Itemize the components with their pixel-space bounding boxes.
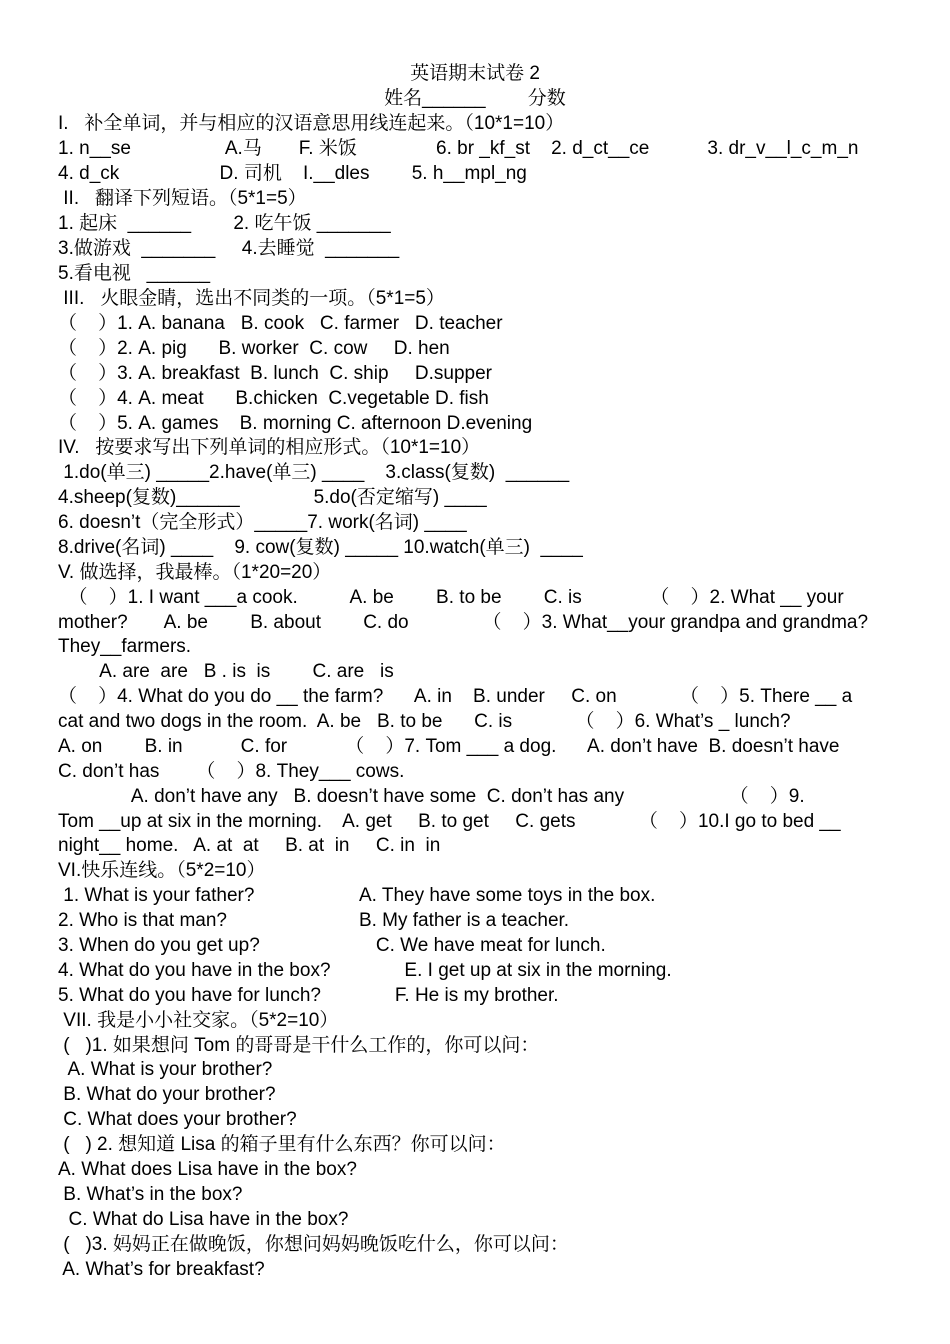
section-3-heading: III. 火眼金睛，选出不同类的一项。（5*1=5） bbox=[58, 288, 445, 309]
section-5-line: cat and two dogs in the room. A. be B. to be C. is （ ）6. What’s _ lunch? bbox=[58, 711, 791, 732]
section-5-line: A. on B. in C. for （ ）7. Tom ___ a dog. A. don’t have B. doesn’t have bbox=[58, 736, 840, 757]
section-5-line: night__ home. A. at at B. at in C. in in bbox=[58, 835, 441, 856]
section-6-line: 5. What do you have for lunch? F. He is my brother. bbox=[58, 985, 559, 1006]
section-6-line: 3. When do you get up? C. We have meat for lunch. bbox=[58, 935, 606, 956]
section-2-heading: II. 翻译下列短语。（5*1=5） bbox=[58, 188, 307, 209]
section-7-line: B. What do your brother? bbox=[58, 1084, 276, 1105]
section-3-question: （ ）1. A. banana B. cook C. farmer D. teacher bbox=[58, 313, 503, 334]
section-6-heading: VI.快乐连线。（5*2=10） bbox=[58, 860, 266, 881]
section-7-line: C. What do Lisa have in the box? bbox=[58, 1209, 349, 1230]
section-7-heading: VII. 我是小小社交家。（5*2=10） bbox=[58, 1010, 339, 1031]
section-3-question: （ ）3. A. breakfast B. lunch C. ship D.supper bbox=[58, 363, 493, 384]
section-7-line: B. What’s in the box? bbox=[58, 1184, 243, 1205]
exam-title: 英语期末试卷 2 bbox=[410, 63, 540, 84]
section-4-line: 6. doesn’t（完全形式）_____7. work(名词) ____ bbox=[58, 512, 467, 533]
section-6-line: 4. What do you have in the box? E. I get up at six in the morning. bbox=[58, 960, 672, 981]
name-score-line: 姓名______ 分数 bbox=[384, 88, 566, 109]
section-1-line: 4. d_ck D. 司机 I.__dles 5. h__mpl_ng bbox=[58, 163, 527, 184]
section-2-line: 1. 起床 ______ 2. 吃午饭 _______ bbox=[58, 213, 391, 234]
section-7-line: ( ) 2. 想知道 Lisa 的箱子里有什么东西？你可以问： bbox=[58, 1134, 506, 1155]
section-7-line: C. What does your brother? bbox=[58, 1109, 297, 1130]
section-5-line: A. are are B . is is C. are is bbox=[58, 661, 394, 682]
section-6-line: 2. Who is that man? B. My father is a teacher. bbox=[58, 910, 570, 931]
section-7-line: A. What’s for breakfast? bbox=[58, 1259, 265, 1280]
section-7-line: ( )1. 如果想问 Tom 的哥哥是干什么工作的，你可以问： bbox=[58, 1035, 540, 1056]
section-4-line: 8.drive(名词) ____ 9. cow(复数) _____ 10.watch(单三) ____ bbox=[58, 537, 583, 558]
section-7-line: ( )3. 妈妈正在做晚饭，你想问妈妈晚饭吃什么，你可以问： bbox=[58, 1234, 569, 1255]
section-7-line: A. What is your brother? bbox=[58, 1059, 273, 1080]
section-5-line: C. don’t has （ ）8. They___ cows. bbox=[58, 761, 405, 782]
section-2-line: 5.看电视 ______ bbox=[58, 263, 211, 284]
section-7-line: A. What does Lisa have in the box? bbox=[58, 1159, 357, 1180]
section-3-question: （ ）2. A. pig B. worker C. cow D. hen bbox=[58, 338, 450, 359]
section-5-line: A. don’t have any B. doesn’t have some C. don’t has any （ ）9. bbox=[58, 786, 805, 807]
section-4-line: 4.sheep(复数)______ 5.do(否定缩写) ____ bbox=[58, 487, 487, 508]
section-5-line: mother? A. be B. about C. do （ ）3. What__your grandpa and grandma? bbox=[58, 612, 869, 633]
section-6-line: 1. What is your father? A. They have some toys in the box. bbox=[58, 885, 656, 906]
section-3-question: （ ）4. A. meat B.chicken C.vegetable D. fish bbox=[58, 388, 489, 409]
section-3-question: （ ）5. A. games B. morning C. afternoon D.evening bbox=[58, 413, 533, 434]
section-5-line: Tom __up at six in the morning. A. get B. to get C. gets （ ）10.I go to bed __ bbox=[58, 811, 841, 832]
section-5-line: （ ）4. What do you do __ the farm? A. in B. under C. on （ ）5. There __ a bbox=[58, 686, 853, 707]
section-4-line: 1.do(单三) _____2.have(单三) ____ 3.class(复数) ______ bbox=[58, 462, 570, 483]
section-5-line: They__farmers. bbox=[58, 636, 192, 657]
section-5-line: （ ）1. I want ___a cook. A. be B. to be C. is （ ）2. What __ your bbox=[58, 587, 844, 608]
section-5-heading: V. 做选择，我最棒。（1*20=20） bbox=[58, 562, 332, 583]
section-1-line: 1. n__se A.马 F. 米饭 6. br _kf_st 2. d_ct__ce 3. dr_v__l_c_m_n bbox=[58, 138, 859, 159]
section-1-heading: I. 补全单词，并与相应的汉语意思用线连起来。（10*1=10） bbox=[58, 113, 565, 134]
section-2-line: 3.做游戏 _______ 4.去睡觉 _______ bbox=[58, 238, 400, 259]
section-4-heading: IV. 按要求写出下列单词的相应形式。（10*1=10） bbox=[58, 437, 481, 458]
